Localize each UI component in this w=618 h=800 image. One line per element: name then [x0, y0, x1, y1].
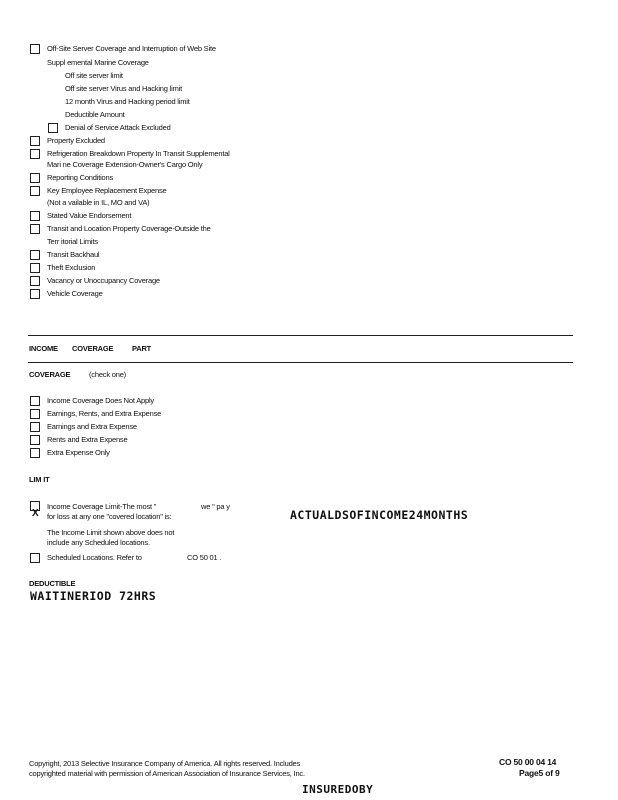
offsite-limit-label: Off site server limit: [65, 71, 123, 80]
transit-backhaul-checkbox[interactable]: [30, 250, 40, 260]
coverage-option-3-label: Earnings and Extra Expense: [47, 422, 137, 431]
income-limit-note-1: The Income Limit shown above does not: [47, 528, 175, 537]
reporting-conditions-checkbox[interactable]: [30, 173, 40, 183]
key-employee-checkbox[interactable]: [30, 186, 40, 196]
income-part-word-3: PART: [132, 344, 152, 353]
copyright-line-1: Copyright, 2013 Selective Insurance Company of America. All rights reserved. Includes: [29, 759, 301, 768]
coverage-option-5-label: Extra Expense Only: [47, 448, 110, 457]
transit-backhaul-label: Transit Backhaul: [47, 250, 100, 259]
coverage-option-1-label: Income Coverage Does Not Apply: [47, 396, 154, 405]
income-limit-label: Income Coverage Limit-The most ": [47, 502, 157, 511]
refrigeration-checkbox[interactable]: [30, 149, 40, 159]
key-employee-label: Key Employee Replacement Expense: [47, 186, 167, 195]
form-number: CO 50 00 04 14: [499, 757, 557, 767]
marine-extension-label: Mari ne Coverage Extension-Owner's Cargo Only: [47, 160, 203, 169]
coverage-option-3-checkbox[interactable]: [30, 422, 40, 432]
property-excluded-label: Property Excluded: [47, 136, 105, 145]
coverage-instruction: (check one): [89, 370, 126, 379]
deductible-amount-label: Deductible Amount: [65, 110, 125, 119]
vacancy-checkbox[interactable]: [30, 276, 40, 286]
offsite-virus-label: Off site server Virus and Hacking limit: [65, 84, 182, 93]
territorial-label: Terr itorial Limits: [47, 237, 98, 246]
denial-of-service-label: Denial of Service Attack Excluded: [65, 123, 171, 132]
income-part-word-2: COVERAGE: [72, 344, 114, 353]
reporting-conditions-label: Reporting Conditions: [47, 173, 114, 182]
coverage-heading: COVERAGE: [29, 370, 71, 379]
transit-location-checkbox[interactable]: [30, 224, 40, 234]
page-number: Page5 of 9: [519, 768, 560, 778]
scheduled-locations-checkbox[interactable]: [30, 553, 40, 563]
limit-heading: LIM IT: [29, 475, 50, 484]
deductible-heading: DEDUCTIBLE: [29, 579, 76, 588]
denial-of-service-checkbox[interactable]: [48, 123, 58, 133]
vehicle-coverage-label: Vehicle Coverage: [47, 289, 103, 298]
coverage-option-2-label: Earnings, Rents, and Extra Expense: [47, 409, 162, 418]
offsite-server-checkbox[interactable]: [30, 44, 40, 54]
stated-value-checkbox[interactable]: [30, 211, 40, 221]
offsite-server-label: Off-Site Server Coverage and Interruption of Web Site: [47, 44, 216, 53]
insured-copy-label: INSUREDOBY: [302, 783, 374, 796]
stated-value-label: Stated Value Endorsement: [47, 211, 132, 220]
scheduled-locations-form: CO 50 01 .: [187, 553, 222, 562]
theft-exclusion-label: Theft Exclusion: [47, 263, 96, 272]
refrigeration-label: Refrigeration Breakdown Property In Transit Supplemental: [47, 149, 230, 158]
coverage-option-4-label: Rents and Extra Expense: [47, 435, 128, 444]
transit-location-label: Transit and Location Property Coverage-Outside the: [47, 224, 211, 233]
section-divider-bottom: [28, 362, 573, 363]
vacancy-label: Vacancy or Unoccupancy Coverage: [47, 276, 160, 285]
section-divider-top: [28, 335, 573, 336]
not-available-label: (Not a vailable in IL, MO and VA): [47, 198, 150, 207]
coverage-option-5-checkbox[interactable]: [30, 448, 40, 458]
copyright-line-2: copyrighted material with permission of American Association of Insurance Services, Inc.: [29, 769, 305, 778]
coverage-option-1-checkbox[interactable]: [30, 396, 40, 406]
income-limit-value[interactable]: ACTUALDSOFINCOME24MONTHS: [290, 508, 469, 522]
income-limit-label-line-2: for loss at any one "covered location" is:: [47, 512, 172, 521]
scheduled-locations-label: Scheduled Locations. Refer to: [47, 553, 142, 562]
coverage-option-4-checkbox[interactable]: [30, 435, 40, 445]
vehicle-coverage-checkbox[interactable]: [30, 289, 40, 299]
income-limit-check-mark: X: [32, 508, 39, 519]
supplemental-marine-label: Suppl emental Marine Coverage: [47, 58, 149, 67]
deductible-value[interactable]: WAITINERIOD 72HRS: [30, 589, 157, 603]
coverage-option-2-checkbox[interactable]: [30, 409, 40, 419]
theft-exclusion-checkbox[interactable]: [30, 263, 40, 273]
property-excluded-checkbox[interactable]: [30, 136, 40, 146]
income-limit-note-2: include any Scheduled locations.: [47, 538, 150, 547]
twelve-month-label: 12 month Virus and Hacking period limit: [65, 97, 190, 106]
income-limit-we-pay: we " pa y: [201, 502, 230, 511]
income-part-word-1: INCOME: [29, 344, 58, 353]
